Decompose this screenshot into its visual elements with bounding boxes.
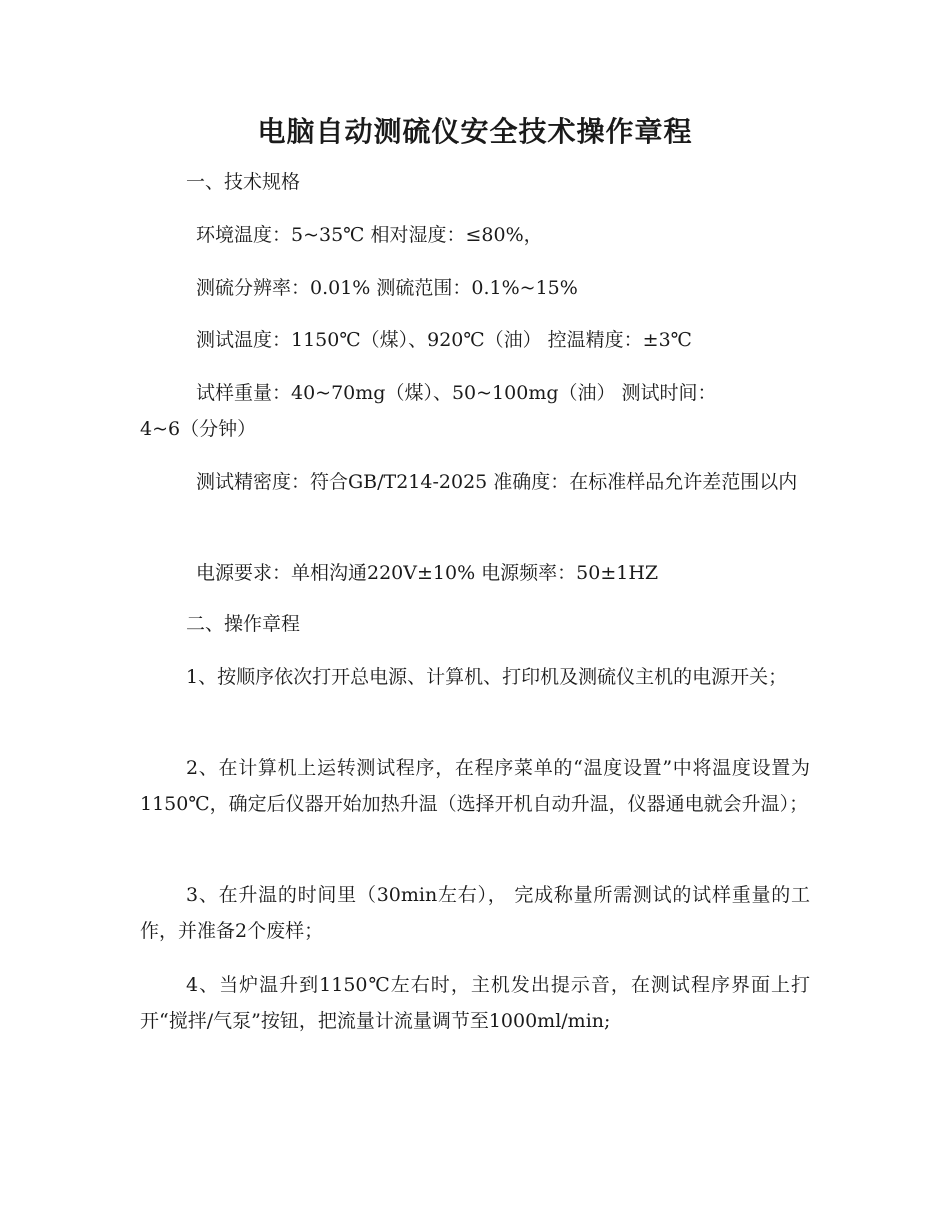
spec-environment: 环境温度：5~35℃ 相对湿度：≤80%， (196, 224, 543, 246)
section-heading-procedure: 二、操作章程 (186, 613, 301, 635)
section-heading-specs: 一、技术规格 (186, 171, 301, 193)
spec-power: 电源要求：单相沟通220V±10% 电源频率：50±1HZ (196, 562, 659, 584)
spec-temperature: 测试温度：1150℃（煤）、920℃（油） 控温精度：±3℃ (196, 329, 692, 351)
procedure-step-2: 2、在计算机上运转测试程序，在程序菜单的“温度设置”中将温度设置为1150℃，确定后仪器开始加热升温（选择开机自动升温，仪器通电就会升温）； (140, 757, 810, 815)
procedure-step-4: 4、当炉温升到1150℃左右时，主机发出提示音，在测试程序界面上打开“搅拌/气泵”按钮，把流量计流量调节至1000ml/min; (140, 974, 810, 1032)
procedure-step-1: 1、按顺序依次打开总电源、计算机、打印机及测硫仪主机的电源开关； (186, 666, 788, 688)
spec-resolution: 测硫分辨率：0.01% 测硫范围：0.1%~15% (196, 277, 578, 299)
spec-precision: 测试精密度：符合GB/T214-2025 准确度：在标准样品允许差范围以内 (196, 471, 798, 493)
spec-sample-weight-cont: 4~6（分钟） (140, 418, 257, 440)
spec-sample-weight: 试样重量：40~70mg（煤）、50~100mg（油） 测试时间： (196, 382, 717, 404)
document-title: 电脑自动测硫仪安全技术操作章程 (257, 115, 693, 148)
procedure-step-3: 3、在升温的时间里（30min左右）， 完成称量所需测试的试样重量的工作，并准备2个废样； (140, 884, 810, 942)
